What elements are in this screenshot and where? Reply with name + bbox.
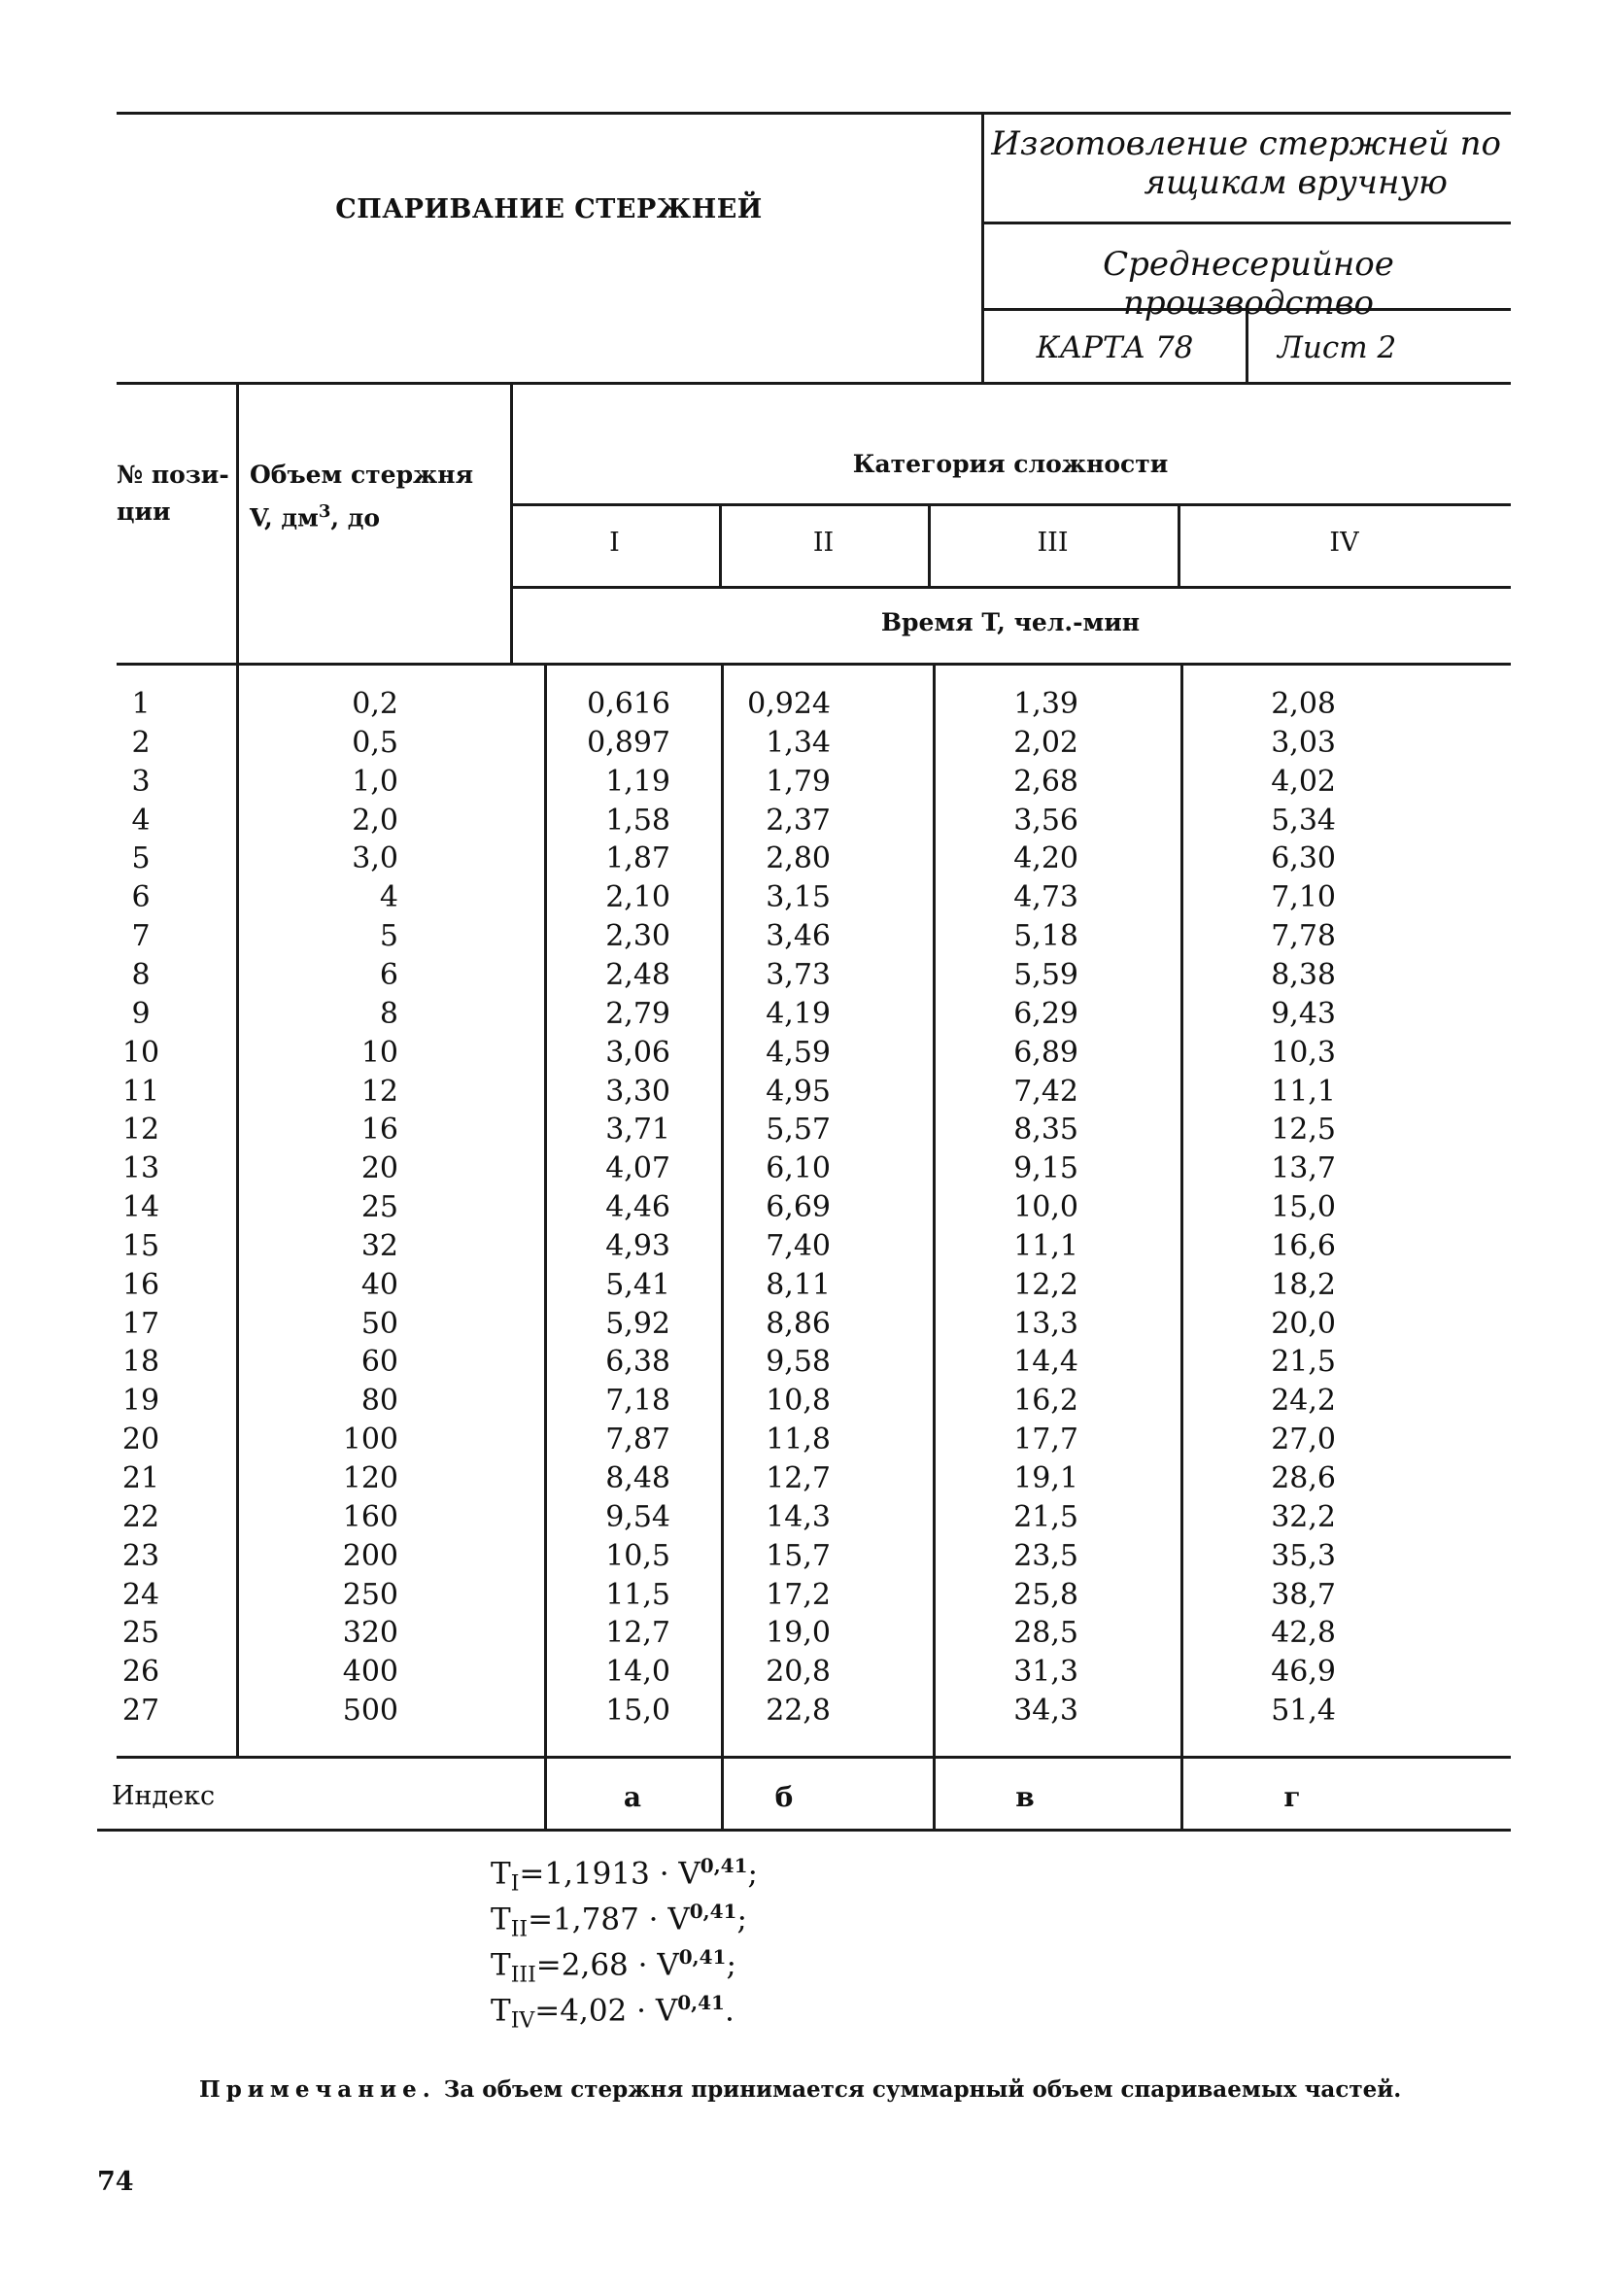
row-time-I: 12,7 [605, 1616, 670, 1650]
card-number: КАРТА 78 [1036, 330, 1194, 365]
row-volume: 20 [360, 1151, 398, 1185]
row-time-III: 16,2 [1013, 1384, 1078, 1418]
row-time-IV: 35,3 [1271, 1539, 1336, 1573]
row-position: 24 [121, 1578, 160, 1612]
row-time-II: 2,80 [766, 841, 831, 875]
formula-symbol: T [491, 1993, 511, 2029]
note-label: Примечание. [199, 2076, 436, 2103]
formula-symbol: T [491, 1947, 511, 1983]
formula-exponent: 0,41 [700, 1854, 748, 1877]
row-position: 16 [121, 1268, 160, 1302]
row-time-III: 31,3 [1013, 1655, 1078, 1689]
volume-unit-text: V, дм [250, 503, 319, 532]
index-bottom-rule [97, 1829, 1511, 1832]
row-volume: 120 [342, 1461, 398, 1495]
header-top-rule [117, 112, 1511, 115]
row-time-I: 7,18 [605, 1384, 670, 1418]
row-time-II: 5,57 [766, 1113, 831, 1147]
row-time-III: 10,0 [1013, 1190, 1078, 1224]
row-volume: 12 [360, 1075, 398, 1109]
formula-subscript: II [510, 1917, 529, 1942]
row-volume: 200 [342, 1539, 398, 1573]
row-volume: 2,0 [352, 804, 398, 838]
formula-exponent: 0,41 [689, 1900, 737, 1923]
row-time-II: 3,46 [766, 919, 831, 953]
row-time-II: 4,19 [766, 997, 831, 1031]
row-time-IV: 9,43 [1271, 997, 1336, 1031]
row-time-III: 17,7 [1013, 1422, 1078, 1456]
formula-punctuation: . [724, 1993, 735, 2029]
formula-punctuation: ; [726, 1947, 736, 1983]
row-time-III: 5,59 [1013, 958, 1078, 992]
row-time-I: 9,54 [605, 1500, 670, 1534]
row-time-I: 2,10 [605, 880, 670, 914]
row-volume: 25 [360, 1190, 398, 1224]
row-volume: 160 [342, 1500, 398, 1534]
index-g: г [1283, 1781, 1301, 1813]
col-header-position-line1: № пози- [117, 461, 229, 489]
row-volume: 60 [360, 1345, 398, 1379]
row-time-III: 13,3 [1013, 1307, 1078, 1341]
row-time-IV: 5,34 [1271, 804, 1336, 838]
row-position: 5 [131, 841, 151, 875]
row-time-IV: 8,38 [1271, 958, 1336, 992]
row-time-II: 0,924 [747, 687, 831, 721]
formula-coefficient: =1,787 · V [528, 1902, 690, 1937]
row-volume: 80 [360, 1384, 398, 1418]
row-time-I: 14,0 [605, 1655, 670, 1689]
row-time-III: 8,35 [1013, 1113, 1078, 1147]
formula-exponent: 0,41 [678, 1945, 727, 1969]
row-time-IV: 28,6 [1271, 1461, 1336, 1495]
row-time-IV: 15,0 [1271, 1190, 1336, 1224]
formula-line [491, 1900, 747, 1942]
formula-symbol: T [491, 1856, 511, 1892]
row-time-IV: 24,2 [1271, 1384, 1336, 1418]
row-time-I: 15,0 [605, 1694, 670, 1728]
row-volume: 8 [379, 997, 398, 1031]
row-time-III: 19,1 [1013, 1461, 1078, 1495]
note-text: За объем стержня принимается суммарный объем спариваемых частей. [443, 2076, 1402, 2103]
row-position: 6 [131, 880, 151, 914]
formula-symbol: T [491, 1902, 511, 1937]
row-time-III: 7,42 [1013, 1075, 1078, 1109]
volume-unit-exponent: 3 [318, 501, 331, 522]
row-time-IV: 16,6 [1271, 1229, 1336, 1263]
formula-exponent: 0,41 [677, 1991, 725, 2014]
col-header-volume [250, 457, 473, 536]
row-volume: 250 [342, 1578, 398, 1612]
row-time-III: 6,89 [1013, 1036, 1078, 1070]
row-position: 19 [121, 1384, 160, 1418]
row-time-III: 28,5 [1013, 1616, 1078, 1650]
row-volume: 16 [360, 1113, 398, 1147]
row-time-II: 3,73 [766, 958, 831, 992]
row-time-III: 12,2 [1013, 1268, 1078, 1302]
row-time-II: 1,79 [766, 765, 831, 799]
row-time-II: 10,8 [766, 1384, 831, 1418]
row-time-II: 19,0 [766, 1616, 831, 1650]
process-title-line1: Изготовление стержней по [991, 124, 1501, 163]
row-position: 20 [121, 1422, 160, 1456]
complexity-rule [510, 503, 1511, 506]
row-time-I: 2,79 [605, 997, 670, 1031]
row-volume: 1,0 [352, 765, 398, 799]
formula-line [491, 1991, 735, 2034]
category-I: I [609, 528, 620, 558]
row-time-I: 2,48 [605, 958, 670, 992]
row-time-III: 34,3 [1013, 1694, 1078, 1728]
formula-coefficient: =4,02 · V [534, 1993, 678, 2029]
row-time-I: 8,48 [605, 1461, 670, 1495]
row-volume: 500 [342, 1694, 398, 1728]
row-position: 2 [131, 726, 151, 760]
row-time-III: 11,1 [1013, 1229, 1078, 1263]
row-time-II: 11,8 [766, 1422, 831, 1456]
formula-coefficient: =2,68 · V [535, 1947, 679, 1983]
row-position: 22 [121, 1500, 160, 1534]
row-time-I: 1,87 [605, 841, 670, 875]
row-time-IV: 21,5 [1271, 1345, 1336, 1379]
col-header-position-line2: ции [117, 497, 171, 526]
row-time-III: 2,02 [1013, 726, 1078, 760]
row-time-I: 1,58 [605, 804, 670, 838]
row-volume: 100 [342, 1422, 398, 1456]
row-position: 18 [121, 1345, 160, 1379]
complexity-header: Категория сложности [852, 450, 1169, 478]
row-position: 21 [121, 1461, 160, 1495]
row-time-II: 4,95 [766, 1075, 831, 1109]
category-rule [510, 586, 1511, 589]
row-time-III: 4,73 [1013, 880, 1078, 914]
row-time-I: 5,92 [605, 1307, 670, 1341]
formula-coefficient: =1,1913 · V [519, 1856, 700, 1892]
row-time-II: 8,11 [766, 1268, 831, 1302]
row-time-I: 3,71 [605, 1113, 670, 1147]
sheet-number: Лист 2 [1278, 330, 1397, 365]
row-time-II: 20,8 [766, 1655, 831, 1689]
row-time-II: 1,34 [766, 726, 831, 760]
row-position: 14 [121, 1190, 160, 1224]
row-time-I: 1,19 [605, 765, 670, 799]
row-time-II: 4,59 [766, 1036, 831, 1070]
row-time-IV: 42,8 [1271, 1616, 1336, 1650]
row-time-IV: 32,2 [1271, 1500, 1336, 1534]
row-time-II: 9,58 [766, 1345, 831, 1379]
category-IV: IV [1329, 528, 1359, 558]
row-time-IV: 11,1 [1271, 1075, 1336, 1109]
row-time-I: 4,93 [605, 1229, 670, 1263]
note [199, 2076, 1401, 2103]
row-time-II: 12,7 [766, 1461, 831, 1495]
row-time-I: 6,38 [605, 1345, 670, 1379]
formula-punctuation: ; [747, 1856, 758, 1892]
formula-line [491, 1854, 758, 1897]
col-header-volume-line1: Объем стержня [250, 461, 474, 489]
row-position: 15 [121, 1229, 160, 1263]
col-header-position [117, 457, 229, 531]
index-a: а [623, 1781, 642, 1813]
row-volume: 10 [360, 1036, 398, 1070]
row-time-III: 14,4 [1013, 1345, 1078, 1379]
index-label: Индекс [112, 1781, 216, 1811]
row-time-II: 14,3 [766, 1500, 831, 1534]
row-time-II: 22,8 [766, 1694, 831, 1728]
row-volume: 320 [342, 1616, 398, 1650]
row-time-I: 4,07 [605, 1151, 670, 1185]
row-time-II: 8,86 [766, 1307, 831, 1341]
row-time-III: 21,5 [1013, 1500, 1078, 1534]
row-volume: 5 [379, 919, 398, 953]
row-time-I: 3,30 [605, 1075, 670, 1109]
row-position: 13 [121, 1151, 160, 1185]
page-number: 74 [97, 2167, 134, 2197]
row-volume: 3,0 [352, 841, 398, 875]
row-time-IV: 18,2 [1271, 1268, 1336, 1302]
row-position: 17 [121, 1307, 160, 1341]
col-header-volume-line2 [250, 494, 473, 536]
time-header: Время T, чел.-мин [880, 608, 1141, 636]
row-volume: 50 [360, 1307, 398, 1341]
header-divider [981, 112, 984, 384]
row-position: 8 [131, 958, 151, 992]
row-time-III: 2,68 [1013, 765, 1078, 799]
row-time-I: 10,5 [605, 1539, 670, 1573]
row-position: 1 [131, 687, 151, 721]
row-position: 11 [121, 1075, 160, 1109]
row-time-IV: 12,5 [1271, 1113, 1336, 1147]
row-time-III: 6,29 [1013, 997, 1078, 1031]
table-col-divider-1 [236, 382, 239, 1757]
page-title: СПАРИВАНИЕ СТЕРЖНЕЙ [335, 194, 763, 224]
formula-subscript: IV [510, 2008, 535, 2034]
row-time-IV: 10,3 [1271, 1036, 1336, 1070]
category-III: III [1037, 528, 1069, 558]
header-rule-1 [981, 222, 1511, 224]
production-type: Среднесерийное производство [1103, 245, 1394, 323]
row-time-IV: 20,0 [1271, 1307, 1336, 1341]
row-time-II: 6,69 [766, 1190, 831, 1224]
row-time-IV: 27,0 [1271, 1422, 1336, 1456]
row-time-IV: 4,02 [1271, 765, 1336, 799]
table-header-bottom-rule [117, 663, 1511, 666]
row-position: 27 [121, 1694, 160, 1728]
formula-subscript: I [510, 1871, 520, 1897]
formula-subscript: III [510, 1963, 536, 1988]
row-position: 4 [131, 804, 151, 838]
process-title-line2: ящикам вручную [1144, 163, 1448, 202]
row-time-I: 0,616 [587, 687, 670, 721]
index-b: б [774, 1781, 794, 1813]
row-time-I: 5,41 [605, 1268, 670, 1302]
category-II: II [812, 528, 835, 558]
row-time-I: 0,897 [587, 726, 670, 760]
row-position: 10 [121, 1036, 160, 1070]
row-time-II: 17,2 [766, 1578, 831, 1612]
volume-unit-suffix: , до [330, 503, 381, 532]
row-time-III: 5,18 [1013, 919, 1078, 953]
row-time-III: 25,8 [1013, 1578, 1078, 1612]
row-time-IV: 38,7 [1271, 1578, 1336, 1612]
row-time-I: 7,87 [605, 1422, 670, 1456]
row-time-IV: 6,30 [1271, 841, 1336, 875]
row-time-IV: 2,08 [1271, 687, 1336, 721]
row-time-I: 3,06 [605, 1036, 670, 1070]
row-time-I: 11,5 [605, 1578, 670, 1612]
row-time-II: 2,37 [766, 804, 831, 838]
row-volume: 0,5 [352, 726, 398, 760]
row-time-IV: 46,9 [1271, 1655, 1336, 1689]
row-time-III: 1,39 [1013, 687, 1078, 721]
row-time-IV: 51,4 [1271, 1694, 1336, 1728]
row-position: 25 [121, 1616, 160, 1650]
row-time-IV: 13,7 [1271, 1151, 1336, 1185]
row-time-III: 4,20 [1013, 841, 1078, 875]
row-position: 26 [121, 1655, 160, 1689]
row-time-III: 3,56 [1013, 804, 1078, 838]
row-time-II: 7,40 [766, 1229, 831, 1263]
table-top-rule [117, 382, 1511, 385]
row-time-I: 2,30 [605, 919, 670, 953]
row-time-II: 6,10 [766, 1151, 831, 1185]
index-v: в [1015, 1781, 1035, 1813]
row-time-III: 9,15 [1013, 1151, 1078, 1185]
row-position: 9 [131, 997, 151, 1031]
row-time-IV: 7,78 [1271, 919, 1336, 953]
row-position: 7 [131, 919, 151, 953]
table-body-bottom-rule [117, 1756, 1511, 1759]
formula-line [491, 1945, 736, 1988]
row-time-II: 15,7 [766, 1539, 831, 1573]
row-time-IV: 3,03 [1271, 726, 1336, 760]
row-time-III: 23,5 [1013, 1539, 1078, 1573]
row-time-II: 3,15 [766, 880, 831, 914]
row-position: 12 [121, 1113, 160, 1147]
row-volume: 400 [342, 1655, 398, 1689]
row-position: 3 [131, 765, 151, 799]
row-time-IV: 7,10 [1271, 880, 1336, 914]
row-time-I: 4,46 [605, 1190, 670, 1224]
row-position: 23 [121, 1539, 160, 1573]
row-volume: 4 [379, 880, 398, 914]
row-volume: 6 [379, 958, 398, 992]
row-volume: 32 [360, 1229, 398, 1263]
row-volume: 0,2 [352, 687, 398, 721]
formula-punctuation: ; [736, 1902, 747, 1937]
process-title [986, 124, 1501, 202]
row-volume: 40 [360, 1268, 398, 1302]
